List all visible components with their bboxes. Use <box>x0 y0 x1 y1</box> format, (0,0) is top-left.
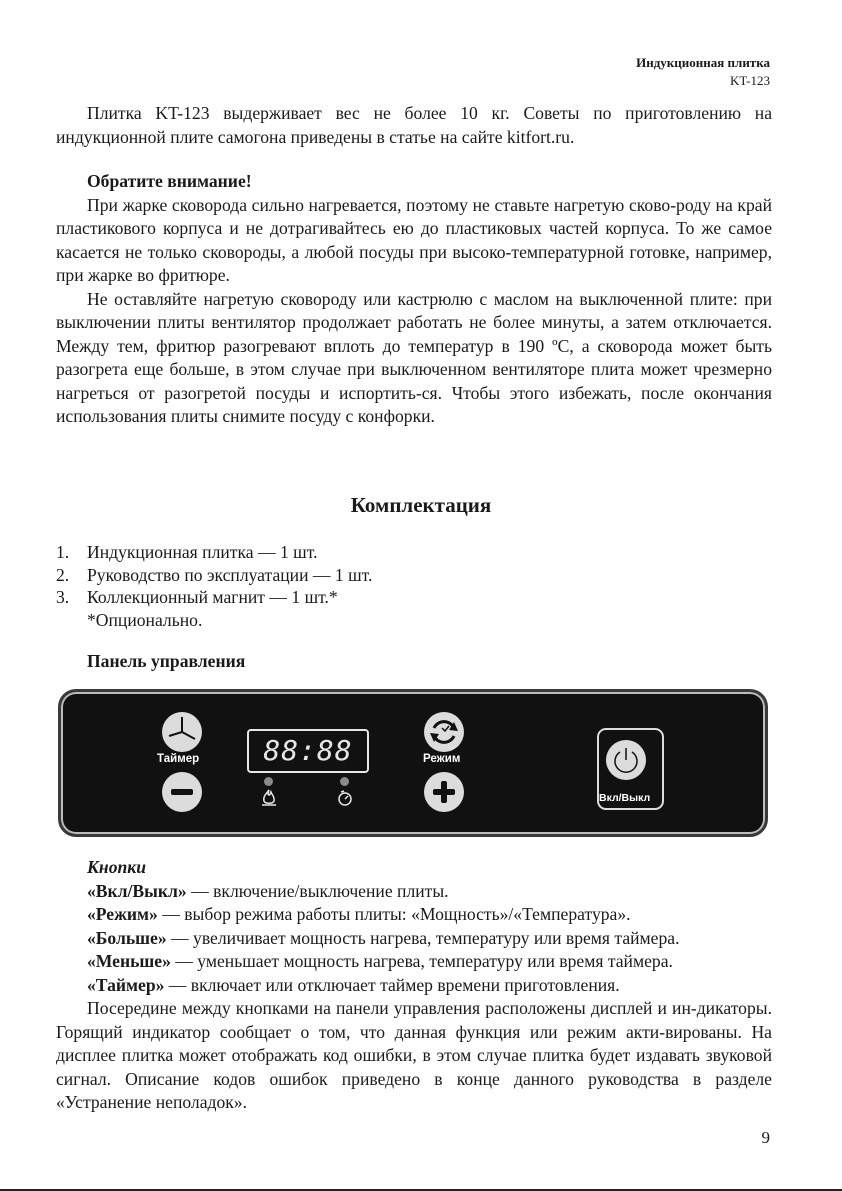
kit-section-title: Комплектация <box>350 493 492 517</box>
indicator-led <box>264 777 273 786</box>
intro-paragraph: Плитка KT-123 выдерживает вес не более 10 кг. Советы по приготовлению на индукционной плите самогона приведены в статье на сайте kitfort.ru. <box>56 103 772 147</box>
control-panel-title: Панель управления <box>87 651 246 671</box>
button-name: «Таймер» <box>87 974 165 995</box>
button-name: «Меньше» <box>87 951 171 971</box>
list-item <box>56 927 772 951</box>
mode-button-label: Режим <box>423 753 461 765</box>
button-description: — выбор режима работы плиты: «Мощность»/«Температура». <box>157 904 631 924</box>
button-description: — включение/выключение плиты. <box>186 880 449 901</box>
button-description: — увеличивает мощность нагрева, температуру или время таймера. <box>166 927 680 948</box>
attention-heading: Обратите внимание! <box>87 171 252 191</box>
running-head-title: Индукционная плитка <box>636 55 770 70</box>
list-item <box>56 974 772 998</box>
button-description: — включает или отключает таймер времени приготовления. <box>164 974 620 995</box>
buttons-heading: Кнопки <box>87 857 146 877</box>
attention-paragraph-1: При жарке сковорода сильно нагревается, поэтому не ставьте нагретую сково-роду на край пластикового корпуса и не дотрагивайтесь ею до пластиковых частей корпуса. То же самое касается не только сковороды, а любой посуды при высоко-температурной готовке, например, при жарке во фритюре. <box>56 194 772 285</box>
intro-block <box>56 102 772 149</box>
list-item <box>56 950 772 974</box>
page-number: 9 <box>761 1128 770 1147</box>
list-item-number: 3. <box>56 587 70 607</box>
power-button-label: Вкл/Выкл <box>599 792 651 804</box>
button-name: «Больше» <box>87 927 167 948</box>
plus-icon <box>424 772 464 812</box>
list-item <box>56 541 372 564</box>
timer-button-label: Таймер <box>157 753 200 765</box>
button-name: «Режим» <box>87 904 158 924</box>
kit-note: *Опционально. <box>87 609 203 630</box>
display-readout: 88:88 <box>247 729 369 773</box>
power-icon <box>606 740 646 780</box>
control-panel-illustration <box>58 689 768 837</box>
list-item-text: Индукционная плитка — 1 шт. <box>87 542 318 562</box>
indicator-led <box>340 777 349 786</box>
list-item <box>56 880 772 904</box>
running-head <box>636 54 770 90</box>
running-head-model: KT-123 <box>730 73 770 88</box>
button-description: — уменьшает мощность нагрева, температуру или время таймера. <box>170 951 673 971</box>
list-item-text: Руководство по эксплуатации — 1 шт. <box>87 564 373 585</box>
kit-list <box>56 541 372 631</box>
minus-icon <box>162 772 202 812</box>
list-item <box>56 903 772 927</box>
list-item-number: 1. <box>56 542 70 562</box>
clock-icon <box>162 712 202 752</box>
timer-icon <box>336 789 354 812</box>
list-item-number: 2. <box>56 564 70 585</box>
display-paragraph: Посередине между кнопками на панели управления расположены дисплей и ин-дикаторы. Горящий индикатор сообщает о том, что данная функция или режим акти-вированы. На дисплее плитка может отображать код ошибки, в этом случае плитка будет издавать звуковой сигнал. Описание кодов ошибок приведено в конце данного руководства в разделе «Устранение неполадок». <box>56 998 772 1112</box>
buttons-description <box>56 856 772 1115</box>
attention-paragraph-2: Не оставляйте нагретую сковороду или кастрюлю с маслом на выключенной плите: при выключении плиты вентилятор продолжает работать не более минуты, а затем отключается. Между тем, фритюр разогревают вплоть до температур в 190 ºС, а сковорода может быть разогрета еще больше, в этом случае при выключенном вентиляторе плита может чрезмерно нагреться от разогретой посуды и испортить-ся. Чтобы этого избежать, после окончания использования плиты снимите посуду с конфорки. <box>56 288 772 426</box>
list-item <box>56 586 372 609</box>
button-name: «Вкл/Выкл» <box>87 880 187 901</box>
list-item <box>56 564 372 587</box>
refresh-icon <box>424 712 464 752</box>
flame-icon <box>259 789 279 812</box>
list-item-text: Коллекционный магнит — 1 шт.* <box>87 587 338 607</box>
attention-block <box>56 170 772 429</box>
